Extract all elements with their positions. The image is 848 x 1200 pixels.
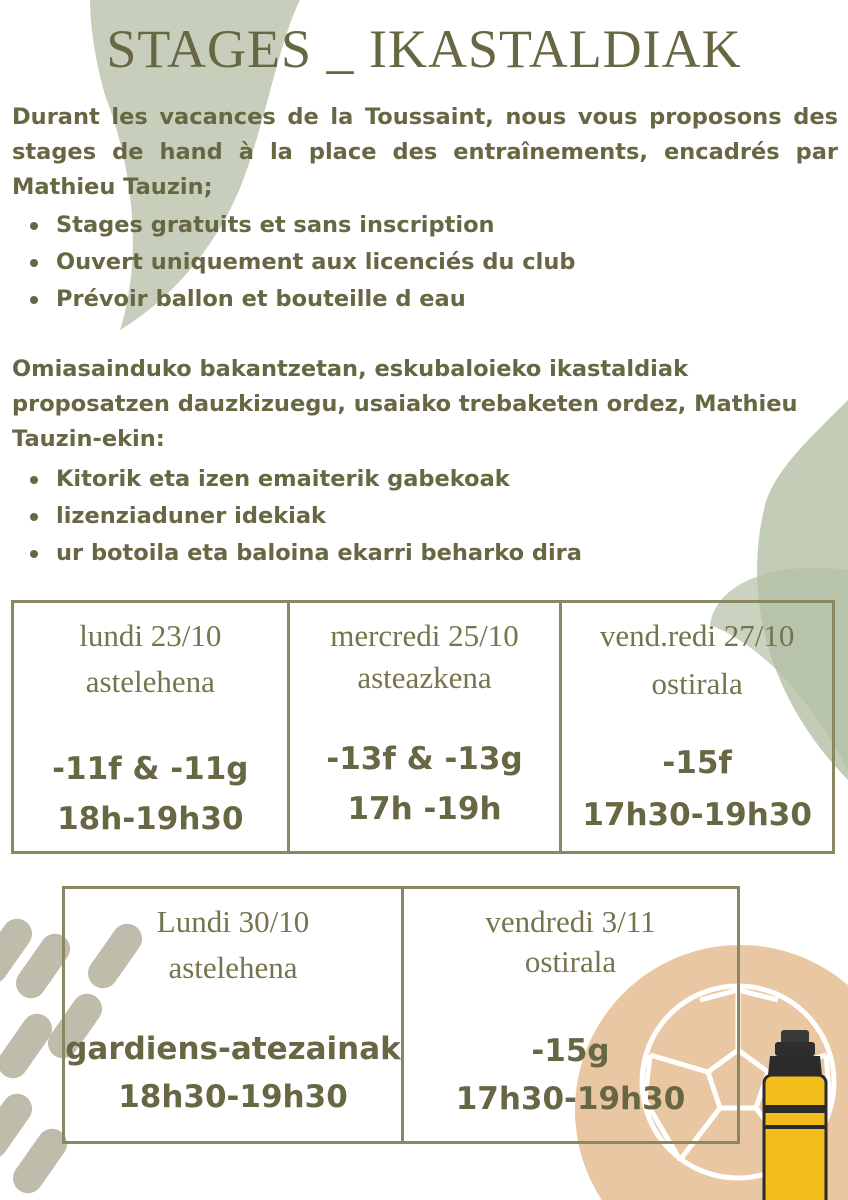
french-intro: Durant les vacances de la Toussaint, nous vous proposons des stages de hand à la place des entraînements, encadrés par Mathieu Tauzin; <box>12 104 838 200</box>
schedule-cell <box>401 889 737 1141</box>
basque-day-label: astelehena <box>168 950 298 985</box>
schedule-cell <box>14 603 287 851</box>
list-item: lizenziaduner idekiak <box>30 498 582 535</box>
schedule-cell <box>287 603 560 851</box>
time-range: 18h-19h30 <box>57 801 244 837</box>
age-group: -15f <box>662 745 732 781</box>
day-label: vend.redi 27/10 <box>599 618 795 653</box>
french-bullet-list <box>30 207 575 318</box>
list-item: Kitorik eta izen emaiterik gabekoak <box>30 461 582 498</box>
time-range: 17h30-19h30 <box>582 797 812 833</box>
age-group: gardiens-atezainak <box>65 1031 401 1067</box>
page-title: STAGES _ IKASTALDIAK <box>106 19 742 79</box>
basque-bullet-list <box>30 461 582 572</box>
list-item: Ouvert uniquement aux licenciés du club <box>30 244 575 281</box>
list-item: Prévoir ballon et bouteille d eau <box>30 281 575 318</box>
time-range: 18h30-19h30 <box>118 1079 348 1115</box>
age-group: -13f & -13g <box>326 741 523 777</box>
day-label: lundi 23/10 <box>79 618 222 653</box>
schedule-cell <box>65 889 401 1141</box>
day-label: Lundi 30/10 <box>156 904 310 939</box>
schedule-table-row-1 <box>11 600 835 854</box>
basque-day-label: ostirala <box>524 944 617 979</box>
day-label: mercredi 25/10 <box>330 618 519 653</box>
basque-day-label: astelehena <box>85 664 215 699</box>
basque-day-label: asteazkena <box>357 660 492 695</box>
age-group: -15g <box>531 1033 610 1069</box>
schedule-cell <box>559 603 832 851</box>
schedule-table-row-2 <box>62 886 740 1144</box>
time-range: 17h -19h <box>347 791 502 827</box>
day-label: vendredi 3/11 <box>485 904 656 939</box>
time-range: 17h30-19h30 <box>455 1081 686 1117</box>
list-item: ur botoila eta baloina ekarri beharko dira <box>30 535 582 572</box>
list-item: Stages gratuits et sans inscription <box>30 207 575 244</box>
basque-intro: Omiasainduko bakantzetan, eskubaloieko ikastaldiak proposatzen dauzkizuegu, usaiako trebaketen ordez, Mathieu Tauzin-ekin: <box>12 356 798 452</box>
basque-day-label: ostirala <box>651 666 743 701</box>
age-group: -11f & -11g <box>52 751 249 787</box>
